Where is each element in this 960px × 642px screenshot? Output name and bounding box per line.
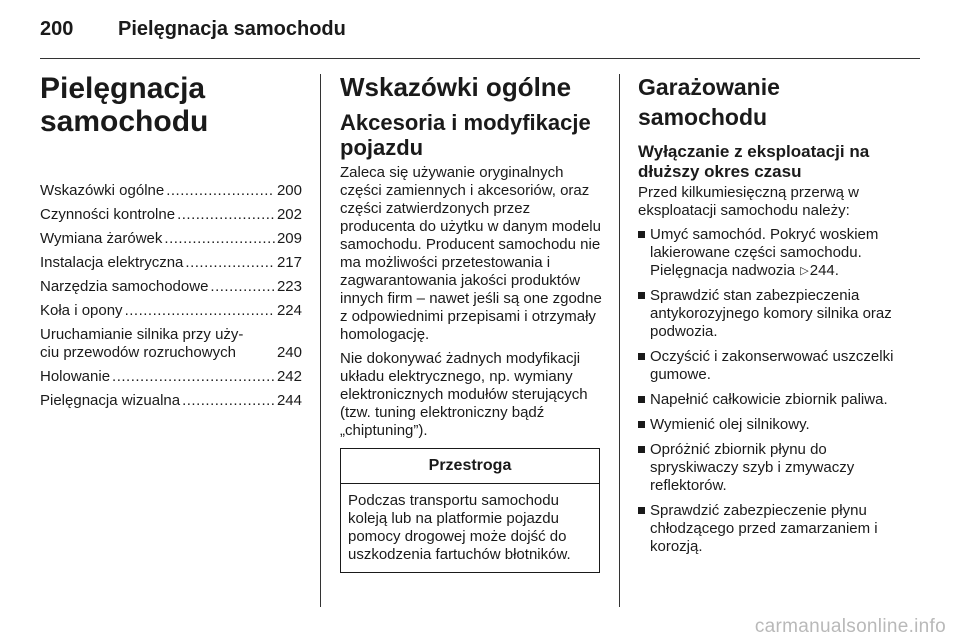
list-item: Oczyścić i zakonserwować uszczelki gumowe. — [638, 348, 908, 384]
toc-item[interactable]: Holowanie ..... 242 — [40, 368, 302, 386]
bullet-list — [638, 226, 908, 556]
general-tips-column — [340, 72, 602, 573]
toc-item[interactable]: Koła i opony ..... 224 — [40, 302, 302, 320]
bullet-square-icon — [638, 507, 645, 514]
list-item: Opróżnić zbiornik płynu do spryskiwaczy szyb i zmywaczy reflektorów. — [638, 441, 908, 495]
toc-item[interactable]: Wymiana żarówek ..... 209 — [40, 230, 302, 248]
toc-item[interactable]: Czynności kontrolne ..... 202 — [40, 206, 302, 224]
toc-item[interactable]: Wskazówki ogólne ..... 200 — [40, 182, 302, 200]
column-divider-1 — [320, 74, 321, 607]
toc-page: 202 — [276, 206, 302, 223]
page-header — [40, 14, 920, 59]
cross-reference-arrow-icon: ▷ — [800, 265, 809, 277]
toc-page: 217 — [276, 254, 302, 271]
subsection-title: Wyłączanie z eksploatacji na dłuższy okres czasu — [638, 142, 870, 181]
table-of-contents — [40, 182, 302, 410]
toc-item[interactable]: Narzędzia samochodowe ..... 223 — [40, 278, 302, 296]
list-item: Sprawdzić zabezpieczenie płynu chłodzącego przed zamarzaniem i korozją. — [638, 502, 908, 556]
bullet-square-icon — [638, 446, 645, 453]
toc-page: 242 — [276, 368, 302, 385]
section-title: Wskazówki ogólne — [340, 72, 572, 102]
subsection-title: Akcesoria i modyfikacje pojazdu — [340, 110, 591, 160]
cross-reference-page[interactable]: 244 — [809, 262, 835, 279]
list-item: Sprawdzić stan zabezpieczenia antykorozyjnego komory silnika oraz podwozia. — [638, 287, 908, 341]
list-item: Wymienić olej silnikowy. — [638, 416, 908, 434]
toc-page: 223 — [276, 278, 302, 295]
list-item: Napełnić całkowicie zbiornik paliwa. — [638, 391, 908, 409]
bullet-square-icon — [638, 353, 645, 360]
caution-box — [340, 448, 600, 573]
intro-paragraph: Przed kilkumiesięczną przerwą w eksploatacji samochodu należy: — [638, 184, 859, 219]
chapter-title-line2: samochodu — [40, 105, 209, 138]
toc-item[interactable]: Uruchamianie silnika przy uży- ciu przewodów rozruchowych 240 — [40, 326, 302, 361]
chapter-title-line1: Pielęgnacja — [40, 72, 206, 105]
chapter-contents-column — [40, 72, 302, 416]
toc-page: 200 — [276, 182, 302, 199]
toc-item[interactable]: Instalacja elektryczna ..... 217 — [40, 254, 302, 272]
storage-column — [638, 72, 908, 563]
bullet-square-icon — [638, 231, 645, 238]
toc-page: 224 — [276, 302, 302, 319]
bullet-square-icon — [638, 396, 645, 403]
toc-page: 209 — [276, 230, 302, 247]
bullet-square-icon — [638, 421, 645, 428]
chapter-title — [40, 72, 302, 138]
body-paragraph: Nie dokonywać żadnych modyfikacji układu elektrycznego, np. wymiany elektronicznych modułów sterujących (tzw. tuning elektroniczny bądź „chiptuning”). — [340, 350, 588, 439]
section-title: Garażowanie samochodu — [638, 74, 780, 130]
page-number: 200 — [40, 18, 74, 40]
body-paragraph: Zaleca się używanie oryginalnych części zamiennych i akcesoriów, oraz części zatwierdzonych przez producenta do użytku w danym modelu samochodu. Producent samochodu nie ma możliwości przetestowania i zagwarantowania jakości produktów innych firm – nawet jeśli są one zgodne z odpowiednimi przepisami i otrzymały homologację. — [340, 164, 602, 343]
list-item: Umyć samochód. Pokryć woskiem lakierowane części samochodu. Pielęgnacja nadwozia ▷244. — [638, 226, 908, 280]
running-header-title: Pielęgnacja samochodu — [118, 18, 346, 40]
caution-heading: Przestroga — [341, 449, 599, 484]
caution-text: Podczas transportu samochodu koleją lub na platformie pojazdu pomocy drogowej może dojść do uszkodzenia fartuchów błotników. — [348, 492, 571, 563]
column-divider-2 — [619, 74, 620, 607]
toc-page: 244 — [276, 392, 302, 409]
watermark: carmanualsonline.info — [754, 616, 946, 637]
bullet-square-icon — [638, 292, 645, 299]
toc-page: 240 — [276, 344, 302, 361]
toc-item[interactable]: Pielęgnacja wizualna ..... 244 — [40, 392, 302, 410]
